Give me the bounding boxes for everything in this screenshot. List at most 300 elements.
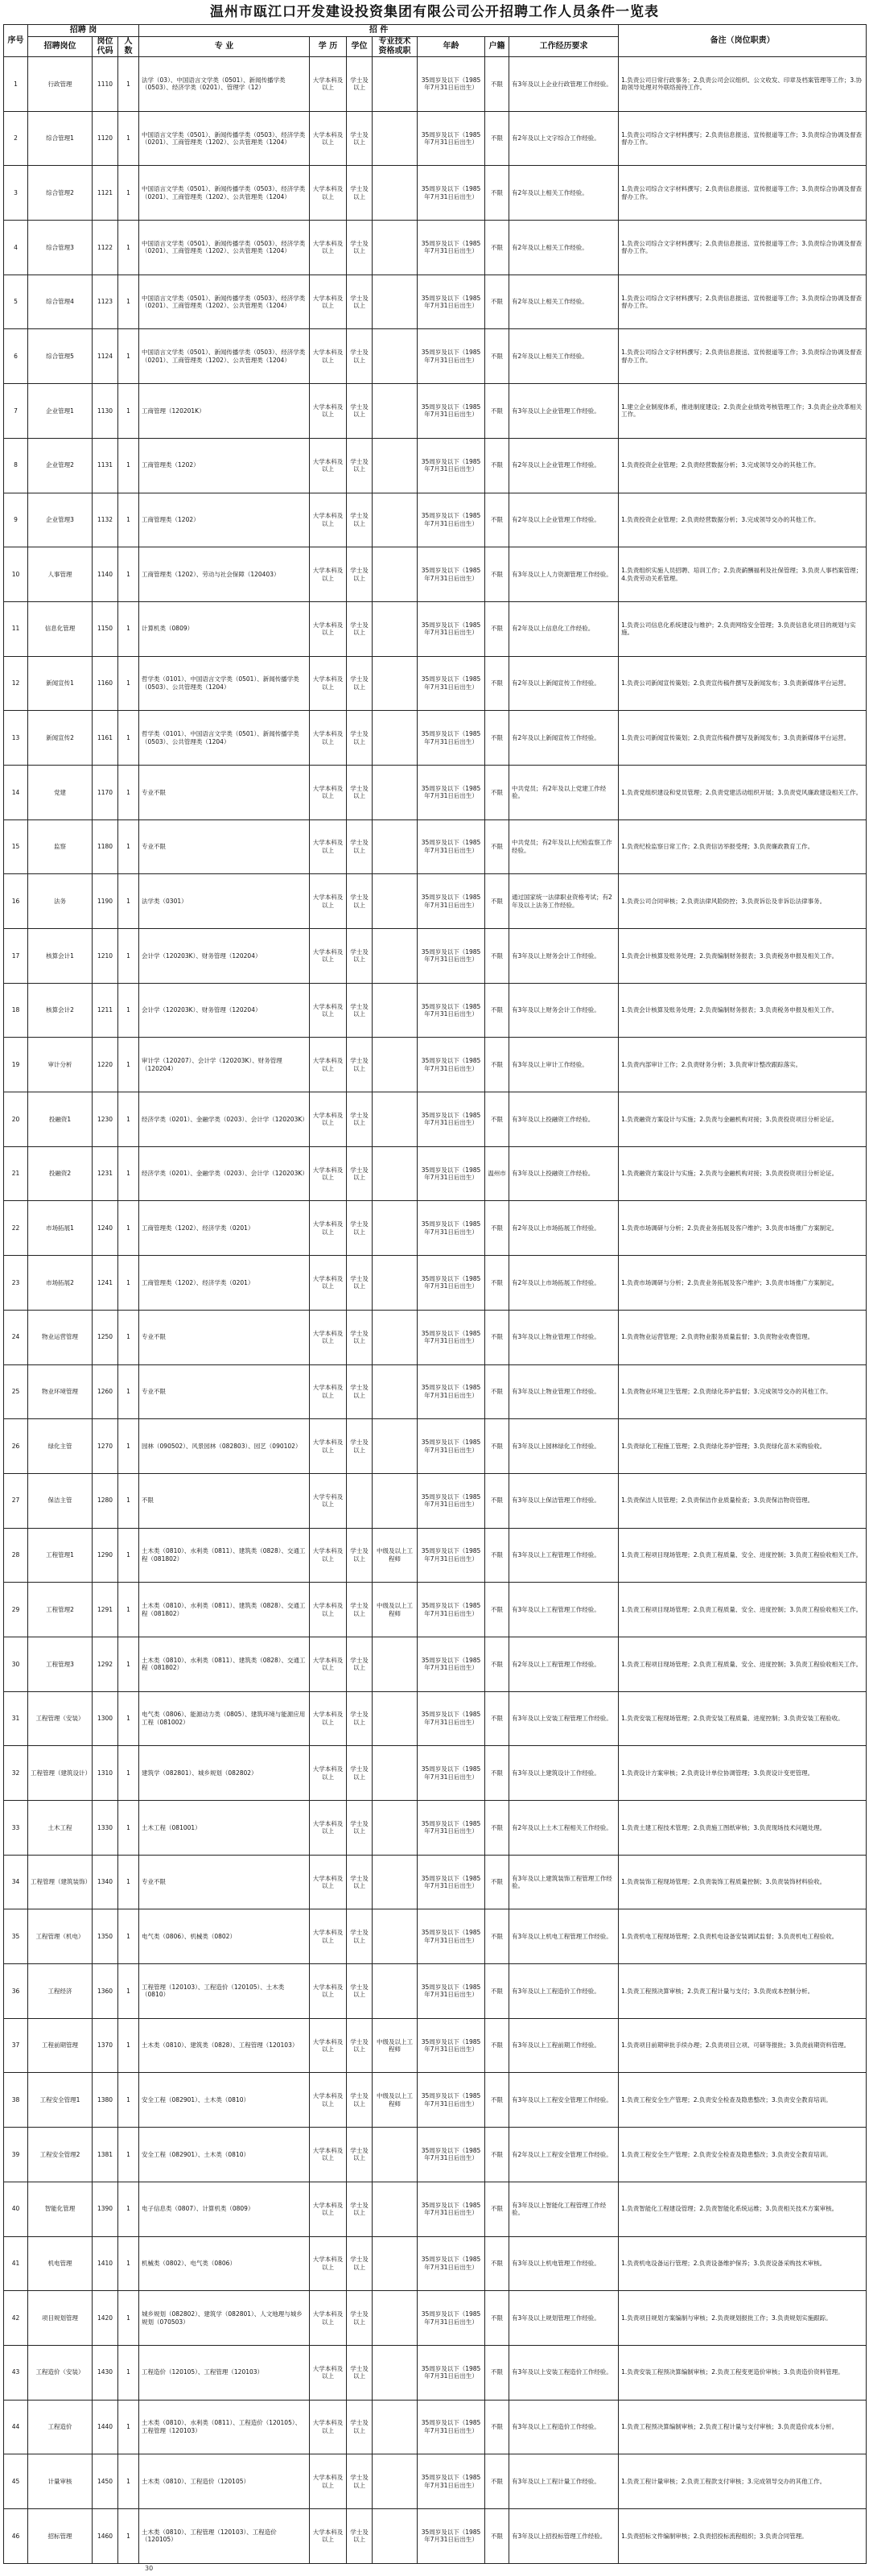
cell-remarks: 1.负责工程预决算审核；2.负责工程计量与支付；3.负责成本控制分析。 [619,1964,867,2019]
cell-degree: 学士及以上 [347,1746,373,1801]
header-job-name: 招聘岗位 [28,37,93,57]
cell-age: 35周岁及以下（1985年7月31日后出生） [418,2291,485,2346]
cell-headcount: 1 [118,1364,139,1419]
cell-age: 35周岁及以下（1985年7月31日后出生） [418,547,485,602]
cell-remarks: 1.负责融资方案设计与实施；2.负责与金融机构对接；3.负责投资项目分析论证。 [619,1092,867,1147]
cell-seq: 42 [4,2291,28,2346]
table-row [4,1691,867,1746]
cell-seq: 16 [4,874,28,929]
cell-hukou: 不限 [485,983,509,1038]
cell-job-code: 1231 [93,1146,118,1201]
cell-degree: 学士及以上 [347,1909,373,1964]
cell-headcount: 1 [118,1909,139,1964]
cell-qualification [373,1964,418,2019]
cell-hukou: 不限 [485,1691,509,1746]
cell-seq: 27 [4,1473,28,1528]
cell-seq: 11 [4,601,28,656]
cell-job-code: 1390 [93,2182,118,2236]
cell-hukou: 温州市 [485,1146,509,1201]
cell-seq: 17 [4,929,28,984]
table-row [4,1256,867,1311]
cell-job-code: 1330 [93,1801,118,1856]
cell-qualification [373,1691,418,1746]
cell-qualification [373,819,418,874]
cell-age: 35周岁及以下（1985年7月31日后出生） [418,329,485,384]
cell-experience: 有3年及以上工程计量工作经验。 [509,2454,619,2509]
cell-hukou: 不限 [485,1583,509,1637]
cell-age: 35周岁及以下（1985年7月31日后出生） [418,2400,485,2454]
cell-age: 35周岁及以下（1985年7月31日后出生） [418,2345,485,2400]
cell-experience: 有2年及以上相关工作经验。 [509,275,619,329]
cell-job-code: 1270 [93,1419,118,1474]
cell-job-code: 1220 [93,1038,118,1092]
cell-degree: 学士及以上 [347,765,373,819]
cell-headcount: 1 [118,819,139,874]
cell-job-name: 党建 [28,765,93,819]
header-job-code: 岗位代码 [93,37,118,57]
cell-major: 安全工程（082901）、土木类（0810） [139,2073,310,2128]
cell-age: 35周岁及以下（1985年7月31日后出生） [418,711,485,766]
table-row [4,1801,867,1856]
cell-education: 大学本科及以上 [310,1583,347,1637]
cell-degree: 学士及以上 [347,1637,373,1691]
cell-seq: 6 [4,329,28,384]
cell-experience: 有3年及以上规划管理工作经验。 [509,2291,619,2346]
cell-remarks: 1.负责公司合同审核；2.负责法律风险防控；3.负责诉讼及非诉讼法律事务。 [619,874,867,929]
cell-education: 大学本科及以上 [310,765,347,819]
cell-headcount: 1 [118,1419,139,1474]
cell-job-code: 1122 [93,221,118,275]
cell-experience: 有3年及以上工程管理工作经验。 [509,1528,619,1583]
cell-job-name: 工程安全管理1 [28,2073,93,2128]
cell-education: 大学本科及以上 [310,1855,347,1909]
cell-job-code: 1380 [93,2073,118,2128]
cell-hukou: 不限 [485,111,509,166]
cell-remarks: 1.建立企业制度体系，推进制度建设；2.负责企业绩效考核管理工作；3.负责企业改革相关工作。 [619,384,867,439]
cell-major: 工商管理类（1202） [139,438,310,493]
cell-degree: 学士及以上 [347,1583,373,1637]
cell-job-code: 1140 [93,547,118,602]
cell-age: 35周岁及以下（1985年7月31日后出生） [418,166,485,221]
header-major: 专 业 [139,37,310,57]
cell-hukou: 不限 [485,1310,509,1364]
table-row [4,2236,867,2291]
cell-age: 35周岁及以下（1985年7月31日后出生） [418,57,485,112]
cell-qualification: 中级及以上工程师 [373,1583,418,1637]
cell-experience: 有3年及以上招投标管理工作经验。 [509,2508,619,2563]
table-row [4,1855,867,1909]
cell-job-name: 土木工程 [28,1801,93,1856]
cell-qualification [373,1038,418,1092]
cell-degree: 学士及以上 [347,329,373,384]
cell-age: 35周岁及以下（1985年7月31日后出生） [418,1092,485,1147]
cell-remarks: 1.负责公司综合文字材料撰写；2.负责信息报送、宣传报道等工作；3.负责综合协调及督查督办工作。 [619,166,867,221]
cell-major: 土木类（0810）、水利类（0811）、建筑类（0828）、交通工程（081802） [139,1528,310,1583]
cell-seq: 35 [4,1909,28,1964]
cell-experience: 有2年及以上工程安全管理工作经验。 [509,2128,619,2182]
cell-seq: 19 [4,1038,28,1092]
cell-job-name: 企业管理1 [28,384,93,439]
cell-qualification: 中级及以上工程师 [373,2018,418,2073]
cell-seq: 45 [4,2454,28,2509]
cell-job-code: 1450 [93,2454,118,2509]
cell-experience: 有2年及以上相关工作经验。 [509,329,619,384]
cell-headcount: 1 [118,1038,139,1092]
cell-job-code: 1300 [93,1691,118,1746]
cell-education: 大学本科及以上 [310,601,347,656]
cell-age: 35周岁及以下（1985年7月31日后出生） [418,2236,485,2291]
cell-education: 大学本科及以上 [310,2018,347,2073]
cell-major: 法学（03）、中国语言文学类（0501）、新闻传播学类（0503）、经济学类（0201）、管理学（12） [139,57,310,112]
cell-seq: 28 [4,1528,28,1583]
cell-job-name: 综合管理2 [28,166,93,221]
cell-headcount: 1 [118,221,139,275]
cell-major: 审计学（120207）、会计学（120203K）、财务管理（120204） [139,1038,310,1092]
cell-job-name: 企业管理2 [28,438,93,493]
cell-hukou: 不限 [485,874,509,929]
cell-job-code: 1340 [93,1855,118,1909]
cell-hukou: 不限 [485,1201,509,1256]
cell-degree: 学士及以上 [347,1419,373,1474]
cell-job-name: 核算会计2 [28,983,93,1038]
cell-qualification [373,2400,418,2454]
cell-headcount: 1 [118,1637,139,1691]
cell-qualification [373,874,418,929]
cell-headcount: 1 [118,166,139,221]
cell-age: 35周岁及以下（1985年7月31日后出生） [418,765,485,819]
cell-remarks: 1.负责市场调研与分析；2.负责业务拓展及客户维护；3.负责市场推广方案制定。 [619,1201,867,1256]
cell-experience: 有3年及以上投融资工作经验。 [509,1146,619,1201]
cell-job-name: 审计分析 [28,1038,93,1092]
cell-education: 大学本科及以上 [310,1801,347,1856]
cell-job-code: 1123 [93,275,118,329]
cell-age: 35周岁及以下（1985年7月31日后出生） [418,2073,485,2128]
cell-job-code: 1292 [93,1637,118,1691]
cell-hukou: 不限 [485,1473,509,1528]
cell-job-name: 信息化管理 [28,601,93,656]
cell-job-name: 人事管理 [28,547,93,602]
cell-seq: 2 [4,111,28,166]
cell-qualification: 中级及以上工程师 [373,1528,418,1583]
cell-remarks: 1.负责项目前期审批手续办理；2.负责项目立项、可研等报批；3.负责前期资料管理。 [619,2018,867,2073]
cell-experience: 有2年及以上相关工作经验。 [509,166,619,221]
cell-qualification [373,275,418,329]
cell-remarks: 1.负责土建工程技术管理；2.负责施工图纸审核；3.负责现场技术问题处理。 [619,1801,867,1856]
cell-seq: 40 [4,2182,28,2236]
cell-hukou: 不限 [485,2236,509,2291]
cell-job-name: 项目规划管理 [28,2291,93,2346]
table-row [4,2018,867,2073]
cell-qualification [373,1855,418,1909]
cell-education: 大学本科及以上 [310,983,347,1038]
cell-hukou: 不限 [485,1092,509,1147]
cell-remarks: 1.负责组织实施人员招聘、培训工作；2.负责薪酬福利及社保管理；3.负责人事档案管理；4.负责劳动关系管理。 [619,547,867,602]
cell-job-code: 1110 [93,57,118,112]
cell-remarks: 1.负责融资方案设计与实施；2.负责与金融机构对接；3.负责投资项目分析论证。 [619,1146,867,1201]
cell-job-name: 市场拓展1 [28,1201,93,1256]
cell-qualification [373,2508,418,2563]
cell-degree: 学士及以上 [347,1201,373,1256]
cell-major: 专业不限 [139,819,310,874]
cell-job-code: 1210 [93,929,118,984]
cell-degree: 学士及以上 [347,1038,373,1092]
cell-qualification: 中级及以上工程师 [373,2073,418,2128]
cell-education: 大学本科及以上 [310,547,347,602]
cell-major: 经济学类（0201）、金融学类（0203）、会计学（120203K） [139,1092,310,1147]
cell-degree: 学士及以上 [347,2182,373,2236]
cell-age: 35周岁及以下（1985年7月31日后出生） [418,275,485,329]
cell-job-code: 1211 [93,983,118,1038]
cell-experience: 有3年及以上企业管理工作经验。 [509,384,619,439]
cell-qualification [373,329,418,384]
cell-major: 哲学类（0101）、中国语言文学类（0501）、新闻传播学类（0503）、公共管理类（1204） [139,656,310,711]
cell-job-code: 1460 [93,2508,118,2563]
cell-seq: 9 [4,493,28,547]
page-title: 温州市瓯江口开发建设投资集团有限公司公开招聘工作人员条件一览表 [210,4,659,20]
cell-major: 工商管理类（1202）、经济学类（0201） [139,1201,310,1256]
cell-hukou: 不限 [485,1964,509,2019]
cell-age: 35周岁及以下（1985年7月31日后出生） [418,1364,485,1419]
cell-headcount: 1 [118,111,139,166]
cell-age: 35周岁及以下（1985年7月31日后出生） [418,656,485,711]
cell-education: 大学本科及以上 [310,1256,347,1311]
cell-hukou: 不限 [485,221,509,275]
cell-job-code: 1381 [93,2128,118,2182]
table-row [4,1310,867,1364]
cell-experience: 通过国家统一法律职业资格考试；有2年及以上法务工作经验。 [509,874,619,929]
cell-experience: 有3年及以上安装工程造价工作经验。 [509,2345,619,2400]
cell-seq: 14 [4,765,28,819]
cell-experience: 有3年及以上工程造价工作经验。 [509,2400,619,2454]
cell-qualification [373,1909,418,1964]
cell-major: 工程管理（120103）、工程造价（120105）、土木类（0810） [139,1964,310,2019]
cell-experience: 有3年及以上人力资源管理工作经验。 [509,547,619,602]
cell-experience: 有2年及以上新闻宣传工作经验。 [509,711,619,766]
cell-headcount: 1 [118,2182,139,2236]
cell-hukou: 不限 [485,1528,509,1583]
cell-job-code: 1241 [93,1256,118,1311]
cell-job-name: 投融资1 [28,1092,93,1147]
cell-age: 35周岁及以下（1985年7月31日后出生） [418,1419,485,1474]
table-row [4,166,867,221]
cell-hukou: 不限 [485,2018,509,2073]
table-row [4,2291,867,2346]
cell-hukou: 不限 [485,2400,509,2454]
cell-job-name: 计量审核 [28,2454,93,2509]
cell-headcount: 1 [118,2400,139,2454]
table-row [4,1528,867,1583]
cell-remarks: 1.负责公司信息化系统建设与维护；2.负责网络安全管理；3.负责信息化项目的规划与实施。 [619,601,867,656]
cell-headcount: 1 [118,2018,139,2073]
cell-job-code: 1410 [93,2236,118,2291]
cell-education: 大学本科及以上 [310,2128,347,2182]
header-experience: 工作经历要求 [509,37,619,57]
cell-seq: 4 [4,221,28,275]
cell-remarks: 1.负责公司综合文字材料撰写；2.负责信息报送、宣传报道等工作；3.负责综合协调及督查督办工作。 [619,111,867,166]
cell-major: 土木类（0810）、工程造价（120105） [139,2454,310,2509]
cell-degree: 学士及以上 [347,1146,373,1201]
cell-degree [347,1473,373,1528]
table-row [4,1092,867,1147]
cell-degree: 学士及以上 [347,1801,373,1856]
cell-qualification [373,111,418,166]
cell-seq: 46 [4,2508,28,2563]
cell-hukou: 不限 [485,2128,509,2182]
cell-age: 35周岁及以下（1985年7月31日后出生） [418,1256,485,1311]
table-row [4,493,867,547]
cell-hukou: 不限 [485,2454,509,2509]
table-row [4,656,867,711]
cell-age: 35周岁及以下（1985年7月31日后出生） [418,1801,485,1856]
cell-experience: 有2年及以上信息化工作经验。 [509,601,619,656]
cell-hukou: 不限 [485,384,509,439]
cell-experience: 有3年及以上物业管理工作经验。 [509,1364,619,1419]
table-row [4,547,867,602]
cell-major: 中国语言文学类（0501）、新闻传播学类（0503）、经济学类（0201）、工商管理类（1202）、公共管理类（1204） [139,329,310,384]
cell-degree: 学士及以上 [347,711,373,766]
cell-experience: 有2年及以上工程管理工作经验。 [509,1637,619,1691]
cell-job-code: 1260 [93,1364,118,1419]
page-number: 30 [145,2565,154,2572]
cell-qualification [373,2345,418,2400]
cell-degree: 学士及以上 [347,438,373,493]
cell-degree: 学士及以上 [347,1364,373,1419]
cell-qualification [373,711,418,766]
cell-degree: 学士及以上 [347,819,373,874]
cell-job-name: 工程管理（建筑设计） [28,1746,93,1801]
cell-experience: 有2年及以上相关工作经验。 [509,221,619,275]
cell-degree: 学士及以上 [347,1691,373,1746]
cell-headcount: 1 [118,1146,139,1201]
cell-headcount: 1 [118,547,139,602]
cell-headcount: 1 [118,57,139,112]
cell-education: 大学本科及以上 [310,1964,347,2019]
cell-experience: 有2年及以上土木工程相关工作经验。 [509,1801,619,1856]
cell-age: 35周岁及以下（1985年7月31日后出生） [418,929,485,984]
cell-experience: 有3年及以上物业管理工作经验。 [509,1310,619,1364]
cell-experience: 有3年及以上财务会计工作经验。 [509,983,619,1038]
cell-age: 35周岁及以下（1985年7月31日后出生） [418,1909,485,1964]
cell-remarks: 1.负责工程项目现场管理；2.负责工程质量、安全、进度控制；3.负责工程验收相关工作。 [619,1637,867,1691]
cell-remarks: 1.负责物业环境卫生管理；2.负责绿化养护监督；3.完成领导交办的其他工作。 [619,1364,867,1419]
cell-qualification [373,493,418,547]
cell-seq: 33 [4,1801,28,1856]
cell-education: 大学本科及以上 [310,1364,347,1419]
cell-major: 安全工程（082901）、土木类（0810） [139,2128,310,2182]
cell-job-code: 1124 [93,329,118,384]
cell-qualification [373,983,418,1038]
cell-qualification [373,765,418,819]
cell-headcount: 1 [118,329,139,384]
cell-job-code: 1280 [93,1473,118,1528]
cell-hukou: 不限 [485,493,509,547]
table-row [4,1038,867,1092]
cell-degree: 学士及以上 [347,2291,373,2346]
cell-job-name: 企业管理3 [28,493,93,547]
cell-job-name: 物业运营管理 [28,1310,93,1364]
cell-headcount: 1 [118,656,139,711]
cell-job-code: 1240 [93,1201,118,1256]
cell-job-code: 1360 [93,1964,118,2019]
cell-age: 35周岁及以下（1985年7月31日后出生） [418,2454,485,2509]
cell-headcount: 1 [118,1691,139,1746]
cell-major: 工商管理类（1202）、经济学类（0201） [139,1256,310,1311]
cell-age: 35周岁及以下（1985年7月31日后出生） [418,384,485,439]
cell-job-name: 综合管理4 [28,275,93,329]
cell-remarks: 1.负责装饰工程现场管理；2.负责装饰工程质量控制；3.负责装饰材料验收。 [619,1855,867,1909]
cell-headcount: 1 [118,711,139,766]
header-qualification: 专业技术资格或职 [373,37,418,57]
cell-seq: 15 [4,819,28,874]
cell-remarks: 1.负责投资企业管理；2.负责经营数据分析；3.完成领导交办的其他工作。 [619,493,867,547]
cell-education: 大学本科及以上 [310,1419,347,1474]
cell-headcount: 1 [118,2291,139,2346]
cell-qualification [373,166,418,221]
cell-degree: 学士及以上 [347,275,373,329]
cell-seq: 13 [4,711,28,766]
cell-seq: 23 [4,1256,28,1311]
cell-hukou: 不限 [485,1909,509,1964]
cell-remarks: 1.负责安装工程预决算编制审核；2.负责工程变更造价审核；3.负责造价资料管理。 [619,2345,867,2400]
cell-age: 35周岁及以下（1985年7月31日后出生） [418,2182,485,2236]
cell-education: 大学本科及以上 [310,329,347,384]
cell-remarks: 1.负责招标文件编制审核；2.负责招投标流程组织；3.负责合同管理。 [619,2508,867,2563]
cell-seq: 5 [4,275,28,329]
table-row [4,874,867,929]
cell-job-name: 工程造价（安装） [28,2345,93,2400]
cell-job-code: 1310 [93,1746,118,1801]
table-row [4,1909,867,1964]
cell-seq: 24 [4,1310,28,1364]
cell-hukou: 不限 [485,1419,509,1474]
cell-experience: 有3年及以上审计工作经验。 [509,1038,619,1092]
cell-job-name: 综合管理1 [28,111,93,166]
cell-job-code: 1120 [93,111,118,166]
cell-headcount: 1 [118,929,139,984]
cell-major: 专业不限 [139,1310,310,1364]
cell-job-code: 1121 [93,166,118,221]
table-row [4,1146,867,1201]
cell-job-name: 招标管理 [28,2508,93,2563]
cell-age: 35周岁及以下（1985年7月31日后出生） [418,1583,485,1637]
cell-degree: 学士及以上 [347,2454,373,2509]
cell-education: 大学本科及以上 [310,2345,347,2400]
cell-age: 35周岁及以下（1985年7月31日后出生） [418,1310,485,1364]
cell-hukou: 不限 [485,819,509,874]
cell-qualification [373,1419,418,1474]
cell-education: 大学本科及以上 [310,819,347,874]
cell-age: 35周岁及以下（1985年7月31日后出生） [418,2508,485,2563]
cell-qualification [373,57,418,112]
cell-qualification [373,438,418,493]
cell-hukou: 不限 [485,166,509,221]
cell-degree: 学士及以上 [347,493,373,547]
cell-seq: 29 [4,1583,28,1637]
cell-headcount: 1 [118,1583,139,1637]
cell-seq: 37 [4,2018,28,2073]
cell-seq: 31 [4,1691,28,1746]
table-row [4,384,867,439]
cell-job-code: 1250 [93,1310,118,1364]
cell-remarks: 1.负责纪检监察日常工作；2.负责信访举报受理；3.负责廉政教育工作。 [619,819,867,874]
cell-age: 35周岁及以下（1985年7月31日后出生） [418,1038,485,1092]
cell-headcount: 1 [118,1092,139,1147]
cell-major: 电气类（0806）、机械类（0802） [139,1909,310,1964]
cell-job-name: 监察 [28,819,93,874]
cell-headcount: 1 [118,275,139,329]
cell-remarks: 1.负责公司新闻宣传策划；2.负责宣传稿件撰写及新闻发布；3.负责新媒体平台运营。 [619,656,867,711]
cell-qualification [373,221,418,275]
